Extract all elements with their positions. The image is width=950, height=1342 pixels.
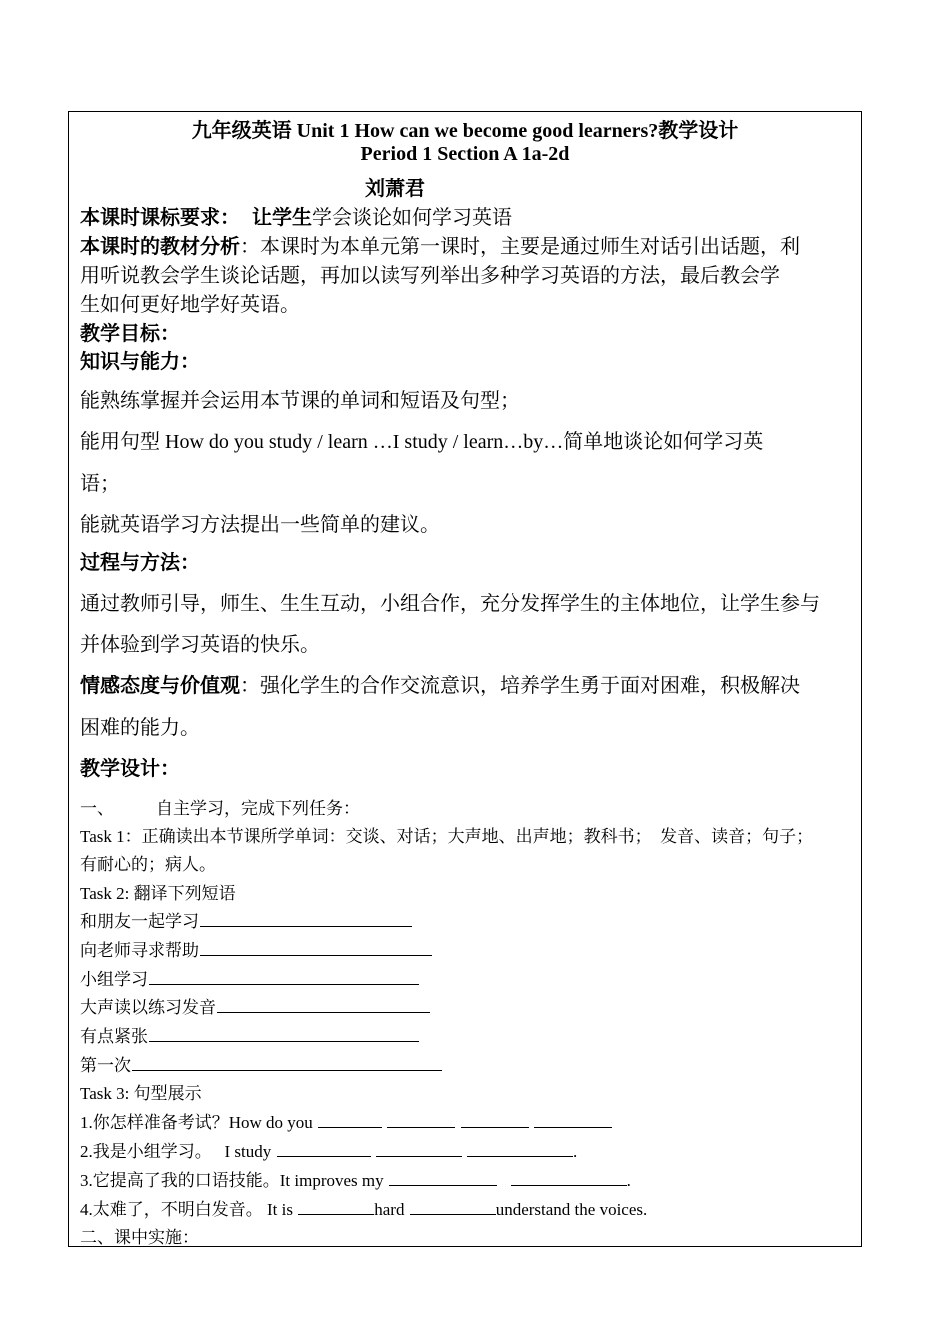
knowledge-line-2: 能用句型 How do you study / learn …I study / learn…by…简单地谈论如何学习英 [80,431,764,453]
task3-mid-word: hard [374,1200,405,1219]
knowledge-line-3: 语； [80,473,120,495]
objectives-heading: 教学目标： [80,323,180,345]
author-name: 刘萧君 [365,178,425,200]
task1-line-2: 有耐心的；病人。 [80,855,216,874]
emotion-label: 情感态度与价值观 [80,675,240,697]
task2-item: 第一次 [80,1051,442,1076]
process-line-1: 通过教师引导，师生、生生互动，小组合作，充分发挥学生的主体地位，让学生参与 [80,593,820,615]
design-heading: 教学设计： [80,758,180,780]
standard-label: 本课时课标要求： [80,207,240,229]
period-subtitle: Period 1 Section A 1a-2d [360,143,570,165]
section-one-number: 一、 [80,799,114,818]
knowledge-line-1: 能熟练掌握并会运用本节课的单词和短语及句型； [80,390,520,412]
section-two-title: 二、课中实施： [80,1228,199,1247]
analysis-line-2: 用听说教会学生谈论话题，再加以读写列举出多种学习英语的方法，最后教会学 [80,265,780,287]
section-one-title: 自主学习，完成下列任务： [156,799,360,818]
task2-item: 小组学习 [80,965,419,990]
task3-title: Task 3: 句型展示 [80,1084,202,1103]
standard-row [80,201,512,230]
task3-item: 4.太难了，不明白发音。 It is hard understand the voices. [80,1200,648,1219]
task1-line-1: Task 1：正确读出本节课所学单词：交谈、对话；大声地、出声地；教科书； 发音、读音；句子； [80,827,814,846]
analysis-label: 本课时的教材分析 [80,236,240,258]
task2-item: 向老师寻求帮助 [80,936,432,961]
knowledge-line-4: 能就英语学习方法提出一些简单的建议。 [80,514,440,536]
emotion-line-2: 困难的能力。 [80,717,200,739]
process-line-2: 并体验到学习英语的快乐。 [80,634,320,656]
standard-bold-text: 让学生 [252,207,312,229]
standard-text: 学会谈论如何学习英语 [312,207,512,229]
document-title: 九年级英语 Unit 1 How can we become good learners?教学设计 [191,120,739,142]
task2-title: Task 2: 翻译下列短语 [80,884,236,903]
task3-item: 2.我是小组学习。 I study . [80,1142,578,1161]
emotion-line-1: 情感态度与价值观：强化学生的合作交流意识，培养学生勇于面对困难，积极解决 [80,675,800,697]
task3-item: 3.它提高了我的口语技能。It improves my . [80,1171,631,1190]
knowledge-heading: 知识与能力： [80,351,200,373]
process-heading: 过程与方法： [80,552,200,574]
task2-item: 和朋友一起学习 [80,907,412,932]
task2-item: 有点紧张 [80,1022,419,1047]
task2-item: 大声读以练习发音 [80,993,430,1018]
task3-tail-text: understand the voices. [495,1200,648,1219]
task3-item: 1.你怎样准备考试？How do you [80,1108,612,1133]
analysis-line-3: 生如何更好地学好英语。 [80,294,300,316]
analysis-line-1: 本课时的教材分析：本课时为本单元第一课时，主要是通过师生对话引出话题，利 [80,236,800,258]
section-one-row [80,794,360,819]
